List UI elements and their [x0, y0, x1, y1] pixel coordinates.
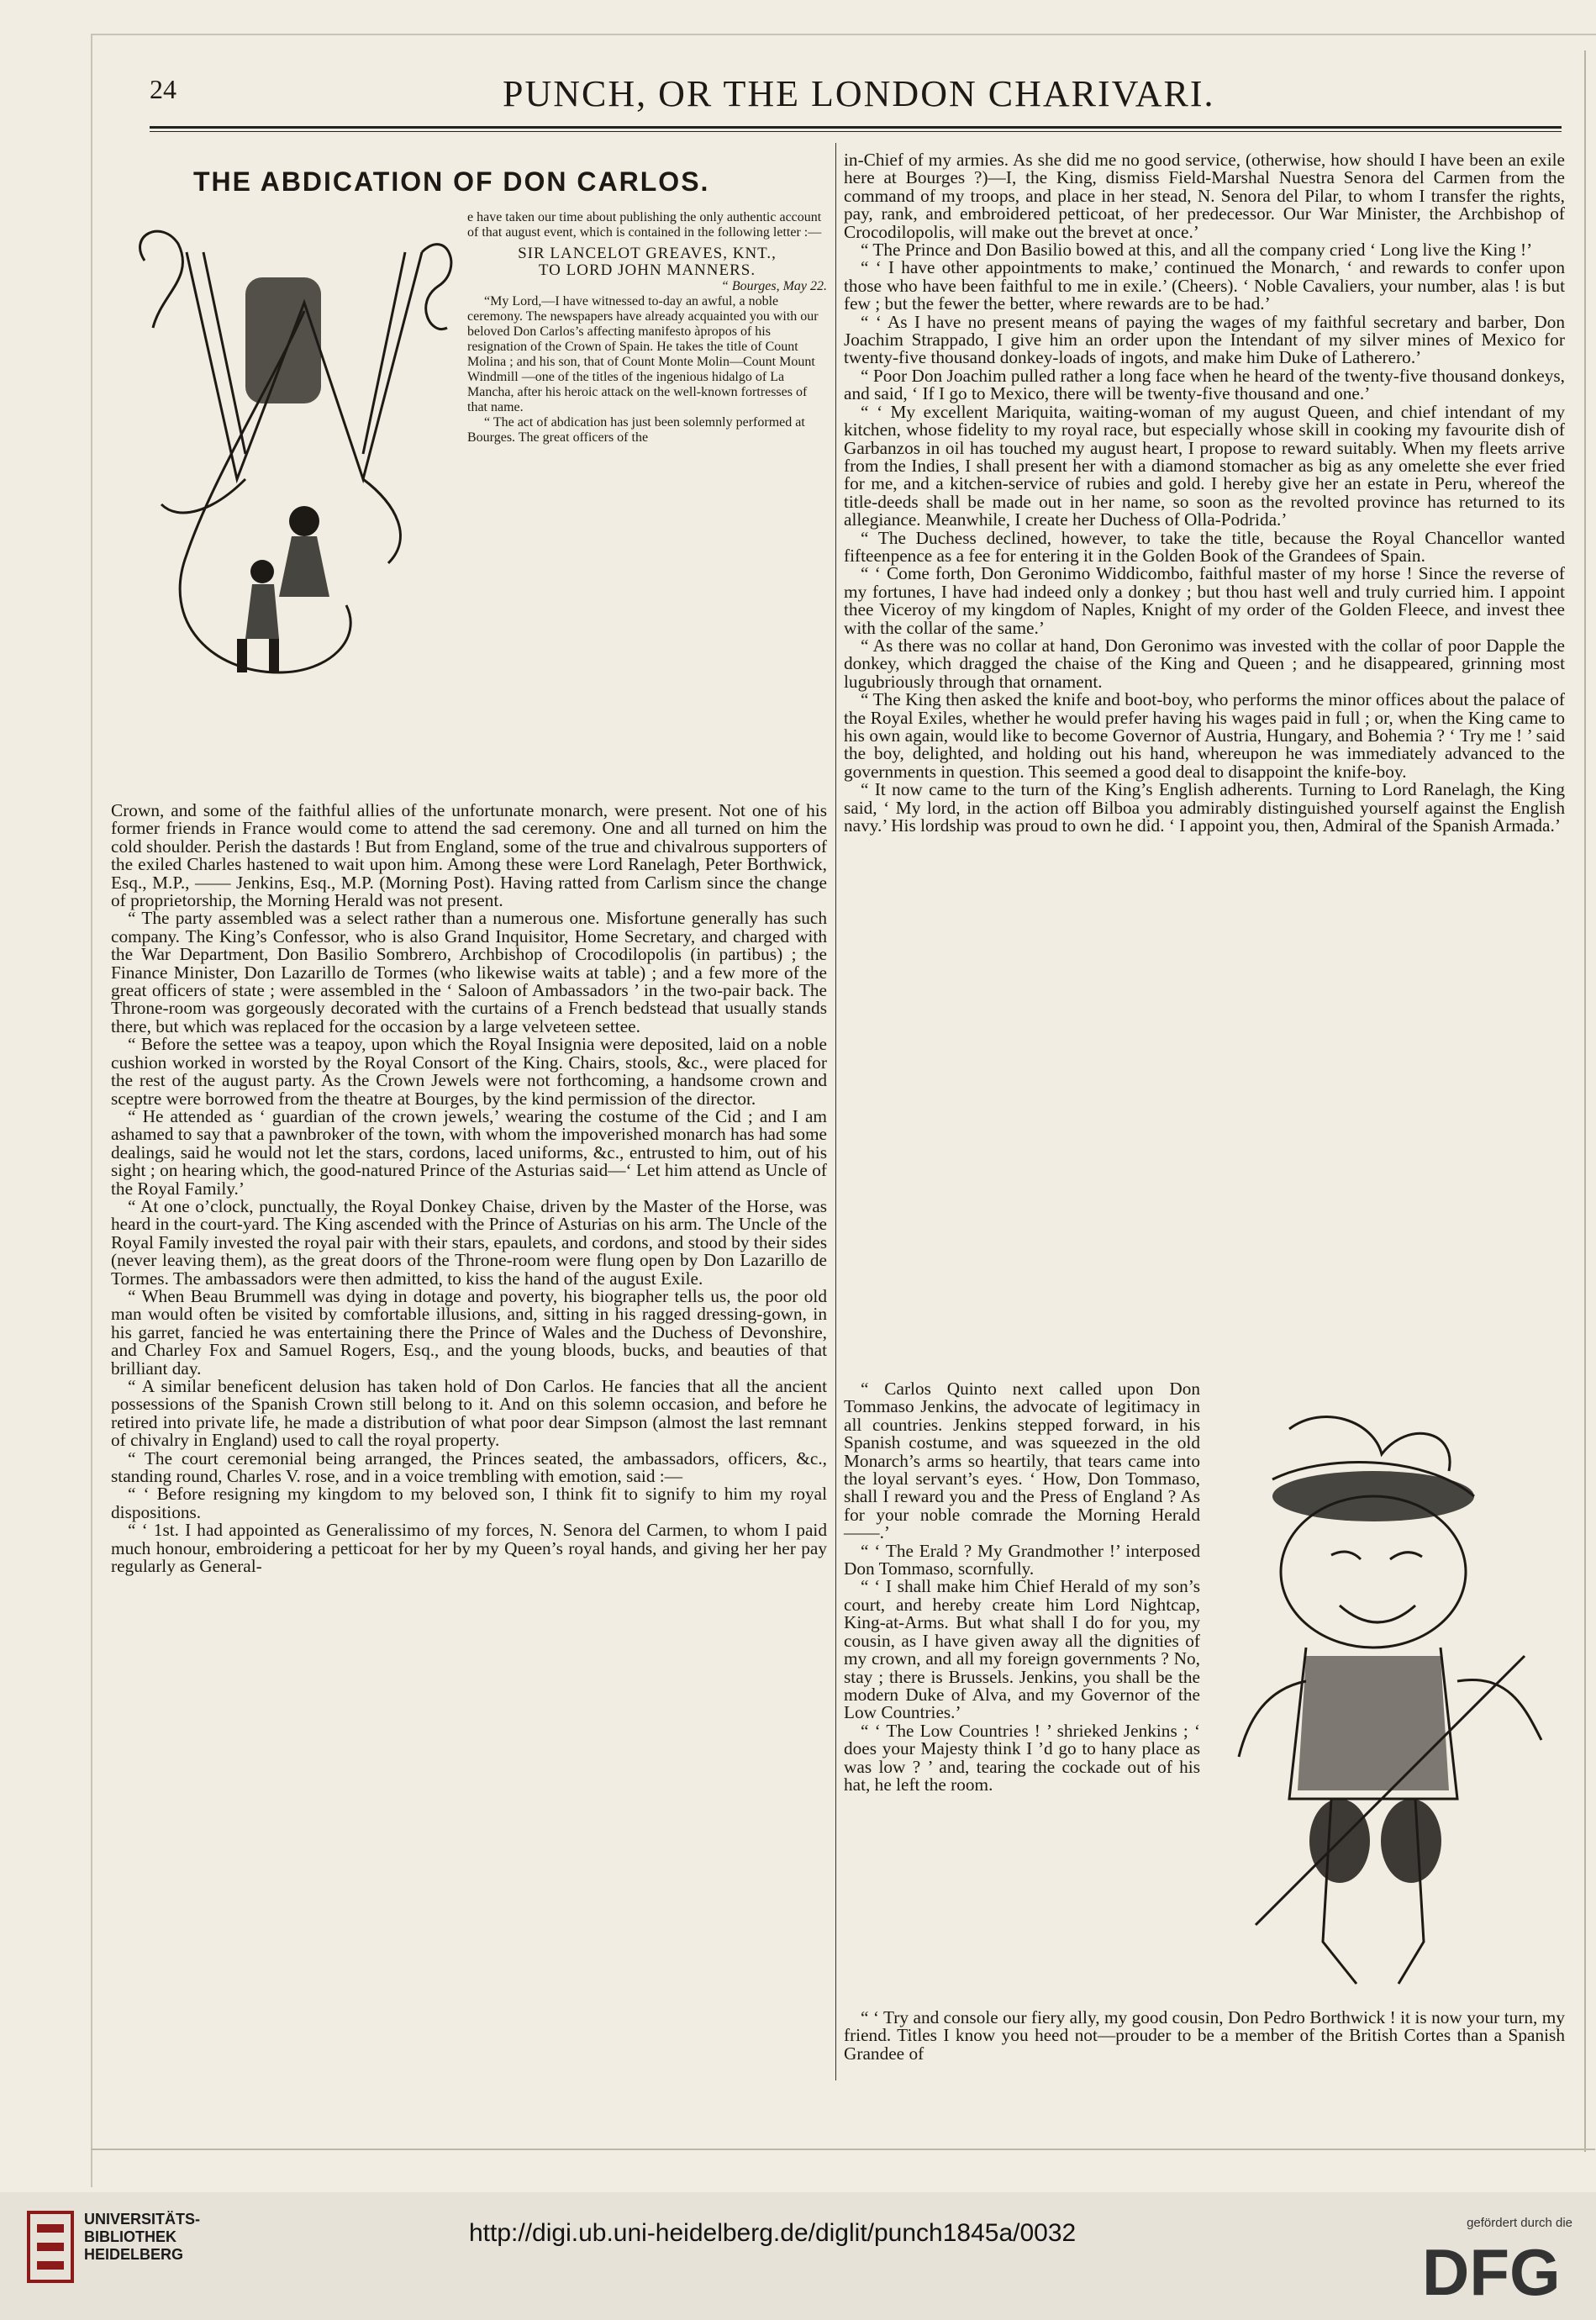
page-edge [1584, 50, 1596, 2152]
paragraph: “ The court ceremonial being arranged, the Princes seated, the ambassadors, officers, &c., standing round, Charles V. rose, and in a voice trembling with emotion, said :— [111, 1447, 827, 1487]
header-rule [150, 126, 1562, 129]
opening-paragraph: e have taken our time about publishing the only authentic account of that august event, which is contained in the following letter :— [467, 210, 822, 240]
paragraph: “ ‘ Before resigning my kingdom to my beloved son, I think fit to signify to him my royal dispositions. [111, 1484, 827, 1522]
dfg-text: DFG [1422, 2236, 1561, 2303]
funded-by-label: gefördert durch die [1467, 2216, 1572, 2230]
paragraph: “ ‘ As I have no present means of paying the wages of my faithful secretary and barber, Don Joachim Strappado, I give him an order upon the Intendant of my silver mines of Mexico for twenty-five thousand donkey-loads of ingots, and make him Duke of Latherero.’ [844, 311, 1565, 368]
left-column [111, 802, 827, 1575]
library-line: BIBLIOTHEK [84, 2228, 176, 2245]
letter-paragraph: “ The act of abdication has just been solemnly performed at Bourges. The great officers of the [467, 415, 805, 445]
paragraph: “ ‘ I have other appointments to make,’ continued the Monarch, ‘ and rewards to confer upon those who have been faithful to me in exile.’ (Cheers). ‘ Noble Cavaliers, your number, alas ! is but few ; but the fewer the better, where rewards are to be had.’ [844, 257, 1565, 314]
right-column [844, 151, 1565, 835]
paragraph: “ Carlos Quinto next called upon Don Tommaso Jenkins, the advocate of legitimacy in all countries. Jenkins stepped forward, in his Spanish costume, and was squeezed in the old Monarch’s arms so heartily, that tears came into the loyal servant’s eyes. ‘ How, Don Tommaso, shall I reward you and the Press of England ? As for your noble comrade the Morning Herald ——.’ [844, 1379, 1200, 1543]
paragraph: “ ‘ I shall make him Chief Herald of my son’s court, and hereby create him Lord Nightcap, King-at-Arms. But what shall I do for you, my cousin, as I have given away all the dignities of my crown, and all my foreign governments ? No, stay ; there is Brussels. Jenkins, you shall be the modern Duke of Alva, and my Governor of the Low Countries.’ [844, 1576, 1200, 1723]
paragraph: “ The Prince and Don Basilio bowed at this, and all the company cried ‘ Long live the King !’ [861, 240, 1533, 261]
bottom-paragraph [844, 2009, 1565, 2063]
paragraph: “ ‘ The Low Countries ! ’ shrieked Jenkins ; ‘ does your Majesty think I ’d go to hany place as was low ? ’ and, tearing the cockade out of his hat, he left the room. [844, 1720, 1200, 1795]
library-line: UNIVERSITÄTS- [84, 2211, 201, 2228]
initial-w-illustration [111, 202, 467, 706]
paragraph: “ Before the settee was a teapoy, upon which the Royal Insignia were deposited, laid on a noble cushion worked in worsted by the Royal Consort of the King. Chairs, stools, &c., were placed for the rest of the august party. As the Crown Jewels were not forthcoming, a handsome crown and sceptre were borrowed from the theatre at Bourges, by the kind permission of the director. [111, 1034, 827, 1109]
paragraph: “ ‘ My excellent Mariquita, waiting-woman of my august Queen, and chief intendant of my kitchen, whose fidelity to my royal race, but especially whose skill in cooking my favourite dish of Garbanzos in oil has touched my august heart, I propose to reward suitably. When my fleets arrive from the Indies, I shall present her with a diamond stomacher as big as any omelette she ever fried for me, and a kitchen-service of rubies and gold. I hereby give her an estate in Peru, whereof the title-deeds shall be made out in her name, so soon as the revolted province has returned to its allegiance. Meanwhile, I create her Duchess of Olla-Podrida.’ [844, 401, 1565, 530]
dfg-logo [1420, 2236, 1580, 2303]
footer-bar [0, 2192, 1596, 2320]
paragraph: “ ‘ 1st. I had appointed as Generalissimo of my forces, N. Senora del Carmen, to whom I paid much honour, embroidering a petticoat for her by my Queen’s royal hands, and giving her her pay regularly as General- [111, 1520, 827, 1577]
paragraph: “ A similar beneficent delusion has taken hold of Don Carlos. He fancies that all the ancient possessions of the Spanish Crown still belong to it. And on this solemn occasion, and before he retired into private life, he made a distribution of what poor dear Simpson (almost the last remnant of chivalry in England) used to call the royal property. [111, 1376, 827, 1451]
header-rule-thin [150, 131, 1562, 132]
column-divider [835, 143, 836, 2080]
library-name [84, 2211, 200, 2264]
university-seal-icon [25, 2209, 76, 2285]
jenkins-caricature [1205, 1404, 1575, 2009]
article-title: THE ABDICATION OF DON CARLOS. [193, 166, 710, 197]
letter-heading-line-1: SIR LANCELOT GREAVES, KNT., [518, 245, 777, 262]
paragraph: “ As there was no collar at hand, Don Geronimo was invested with the collar of poor Dapple the donkey, which dragged the chaise of the King and Queen ; and he disappeared, grinning most lugubriously through that ornament. [844, 635, 1565, 692]
letter-heading-line-2: TO LORD JOHN MANNERS. [538, 261, 756, 279]
paragraph: “ ‘ Try and console our fiery ally, my good cousin, Don Pedro Borthwick ! it is now your turn, my friend. Titles I know you heed not—prouder to be a member of the British Cortes than a Spanish Grandee of [844, 2007, 1565, 2064]
library-line: HEIDELBERG [84, 2246, 184, 2263]
running-head: PUNCH, OR THE LONDON CHARIVARI. [503, 73, 1215, 114]
paragraph: “ ‘ Come forth, Don Geronimo Widdicombo, faithful master of my horse ! Since the reverse of my fortunes, I have had indeed only a donkey ; but thou hast well and truly curried him. I appoint thee Viceroy of my kingdom of Naples, Knight of my order of the Golden Fleece, and invest thee with the collar of the same.’ [844, 563, 1565, 638]
dateline: “ Bourges, May 22. [720, 279, 827, 293]
paragraph: “ He attended as ‘ guardian of the crown jewels,’ wearing the costume of the Cid ; and I am ashamed to say that a pawnbroker of the town, with whom the impoverished monarch has had some dealings, said he would not let the stars, cordons, laced uniforms, &c., entrusted to him, out of his sight ; on hearing which, the good-natured Prince of the Asturias said—‘ Let him attend as Uncle of the Royal Family.’ [111, 1105, 827, 1199]
narrow-column [844, 1380, 1200, 1794]
paragraph: “ At one o’clock, punctually, the Royal Donkey Chaise, driven by the Master of the Horse, was heard in the court-yard. The King ascended with the Prince of Asturias on his arm. The Uncle of the Royal Family invested the royal pair with their stars, epaulets, and cordons, and stood by their sides (never leaving them), as the great doors of the Throne-room were flung open by Don Lazarillo de Tormes. The ambassadors were then admitted, to kiss the hand of the august Exile. [111, 1195, 827, 1289]
page-number: 24 [150, 74, 176, 104]
letter-paragraph: “My Lord,—I have witnessed to-day an awful, a noble ceremony. The newspapers have already acquainted you with our beloved Don Carlos’s affecting manifesto àpropos of his resignation of the Crown of Spain. He takes the title of Count Molina ; and his son, that of Count Monte Molin—Count Mount Windmill —one of the titles of the ingenious hidalgo of La Mancha, after his heroic attack on the well-known fortresses of that name. [467, 294, 819, 414]
paragraph: “ When Beau Brummell was dying in dotage and poverty, his biographer tells us, the poor old man would often be visited by comfortable illusions, and, sitting in his ragged dressing-gown, in his garret, fancied he was entertaining there the Prince of Wales and the Duchess of Devonshire, and Charley Fox and Samuel Rogers, Esq., and the young bloods, bucks, and beauties of that brilliant day. [111, 1285, 827, 1379]
page-bottom-rule [91, 2149, 1595, 2150]
paragraph: “ It now came to the turn of the King’s English adherents. Turning to Lord Ranelagh, the King said, ‘ My lord, in the action off Bilboa you admirably distinguished yourself against the English navy.’ His lordship was proud to own he did. ‘ I appoint you, then, Admiral of the Spanish Armada.’ [844, 779, 1565, 836]
page-header [150, 69, 1562, 119]
paragraph: “ Poor Don Joachim pulled rather a long face when he heard of the twenty-five thousand donkeys, and said, ‘ If I go to Mexico, there will be twenty-five thousand and one.’ [844, 365, 1565, 404]
source-url-link[interactable]: http://digi.ub.uni-heidelberg.de/diglit/punch1845a/0032 [469, 2219, 1077, 2247]
paragraph: “ ‘ The Erald ? My Grandmother !’ interposed Don Tommaso, scornfully. [844, 1540, 1200, 1579]
paragraph: “ The King then asked the knife and boot-boy, who performs the minor offices about the palace of the Royal Exiles, whether he would prefer having his wages paid in full ; or, when the King came to his own again, would like to become Governor of Austria, Hungary, and Bohemia ? ‘ Try me ! ’ said the boy, delighted, and holding out his hand, whereupon he was immediately advanced to the governments in question. This seemed a good deal to disappoint the knife-boy. [844, 689, 1565, 782]
paragraph: “ The Duchess declined, however, to take the title, because the Royal Chancellor wanted fifteenpence as a fee for entering it in the Golden Book of the Grandees of Spain. [844, 527, 1565, 566]
paragraph: Crown, and some of the faithful allies of the unfortunate monarch, were present. Not one of his former friends in France would come to attend the sad ceremony. One and all turned on him the cold shoulder. Perish the dastards ! But from England, some of the true and chivalrous supporters of the exiled Charles hastened to wait upon him. Among these were Lord Ranelagh, Peter Borthwick, Esq., M.P., —— Jenkins, Esq., M.P. (Morning Post). Having ratted from Carlism since the change of proprietorship, the Morning Herald was not present. [111, 800, 827, 911]
paragraph: in-Chief of my armies. As she did me no good service, (otherwise, how should I have been an exile here at Bourges ?)—I, the King, dismiss Field-Marshal Nuestra Senora del Carmen from the command of my troops, and place in her stead, N. Senora del Pilar, to whom I transfer the rights, pay, rank, and embroidered petticoat, of her predecessor. Our War Minister, the Archbishop of Crocodilopolis, will make out the brevet at once.’ [844, 150, 1565, 242]
paragraph: “ The party assembled was a select rather than a numerous one. Misfortune generally has such company. The King’s Confessor, who is also Grand Inquisitor, Home Secretary, and charged with the War Department, Don Basilio Sombrero, Archbishop of Crocodilopolis (in partibus) ; the Finance Minister, Don Lazarillo de Tormes (who likewise waits at table) ; and a few more of the great officers of state ; were assembled in the ‘ Saloon of Ambassadors ’ in the two-pair back. The Throne-room was gorgeously decorated with the curtains of a French bedstead that usually stands there, but which was replaced for the occasion by a large velveteen settee. [111, 908, 827, 1036]
opening-block [467, 210, 827, 446]
